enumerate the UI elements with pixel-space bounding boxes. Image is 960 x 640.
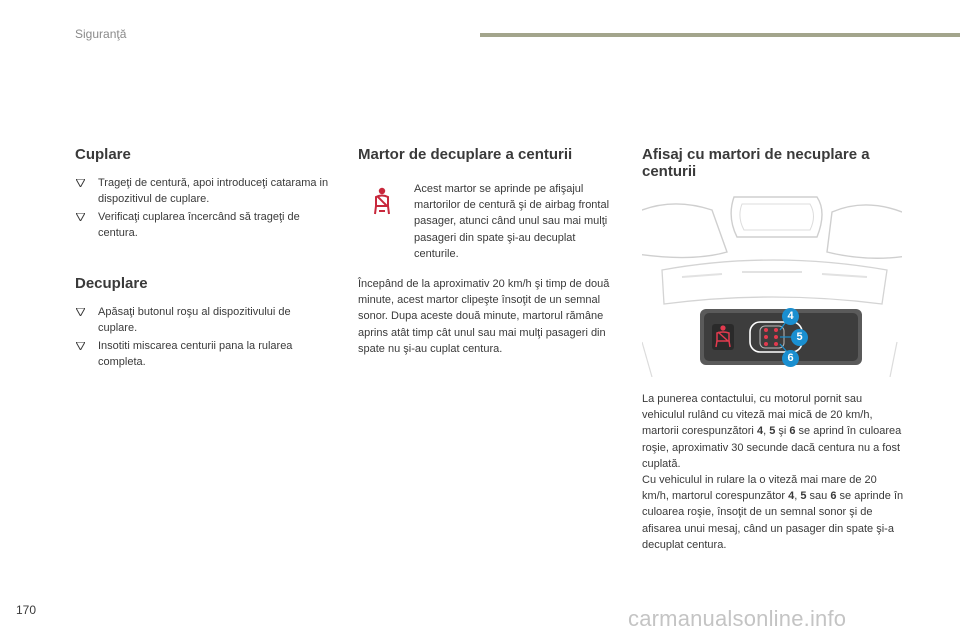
- column-afisaj: [642, 146, 904, 553]
- page-number: 170: [16, 603, 37, 617]
- list-item-text: Verificaţi cuplarea încercând să trageţi de centura.: [98, 211, 300, 239]
- martor-description: [358, 181, 620, 262]
- dashboard-figure: [642, 192, 902, 377]
- seatbelt-warning-icon: [370, 187, 394, 215]
- bullet-arrow-icon: [76, 342, 85, 350]
- section-header-title: Siguranţă: [75, 27, 127, 41]
- ref-number: 5: [800, 490, 807, 503]
- decuplare-list: [75, 304, 330, 370]
- callout-4: 4: [782, 308, 799, 325]
- bullet-arrow-icon: [76, 213, 85, 221]
- text-run: se aprinde în culoarea roşie, însoţit de un semnal sonor şi de afisarea unui mesaj, când un pasager din spate şi-a decuplat centura.: [642, 490, 904, 551]
- cuplare-list: [75, 175, 330, 241]
- text-run: La punerea contactului, cu motorul pornit sau vehiculul rulând cu viteză mai mică de 20 km/h, martorii corespunzători: [642, 393, 873, 438]
- ref-number: 6: [789, 425, 796, 438]
- list-item: [75, 338, 330, 370]
- bullet-arrow-icon: [76, 308, 85, 316]
- list-item-text: Trageţi de centură, apoi introduceţi catarama in dispozitivul de cuplare.: [98, 177, 329, 205]
- dashboard-illustration: [642, 192, 902, 377]
- heading-decuplare: Decuplare: [75, 275, 148, 292]
- list-item: [75, 209, 330, 241]
- ref-number: 4: [756, 425, 764, 438]
- text-run: ,: [763, 425, 770, 438]
- watermark: carmanualsonline.info: [628, 606, 847, 631]
- martor-paragraph: Începând de la aproximativ 20 km/h şi timp de două minute, acest martor clipeşte însoţit de un semnal sonor. Dupa aceste două minute, martorul rămâne aprins atât timp cât unul sau mai mulţi pasageri din spate nu şi-au cuplat centura.: [358, 278, 610, 355]
- ref-number: 5: [769, 425, 776, 438]
- ref-number: 6: [830, 490, 837, 503]
- list-item-text: Apăsaţi butonul roşu al dispozitivului de cuplare.: [98, 306, 291, 334]
- text-run: şi: [775, 425, 790, 438]
- afisaj-paragraph-2: [642, 472, 904, 553]
- heading-martor: Martor de decuplare a centurii: [358, 146, 573, 163]
- column-cuplare-decuplare: [75, 146, 330, 372]
- text-run: Cu vehiculul in rulare la o viteză mai mare de 20 km/h, martorul corespunzător: [642, 474, 877, 503]
- list-item: [75, 304, 330, 336]
- text-run: se aprind în culoarea roşie, aproximativ 30 secunde dacă centura nu a fost cuplată.: [642, 425, 902, 470]
- bullet-arrow-icon: [76, 179, 85, 187]
- heading-cuplare: Cuplare: [75, 146, 131, 163]
- text-run: sau: [806, 490, 831, 503]
- callout-5: 5: [791, 329, 808, 346]
- heading-afisaj: Afisaj cu martori de necuplare a centurii: [642, 146, 870, 180]
- ref-number: 4: [788, 490, 795, 503]
- martor-text: Acest martor se aprinde pe afişajul martorilor de centură şi de airbag frontal pasager, atunci când unul sau mai mulţi pasageri din spate şi-au decuplat centurile.: [414, 183, 610, 260]
- list-item-text: Insotiti miscarea centurii pana la rularea completa.: [98, 340, 293, 368]
- text-run: ,: [794, 490, 801, 503]
- callout-6: 6: [782, 350, 799, 367]
- list-item: [75, 175, 330, 207]
- afisaj-paragraph-1: [642, 391, 904, 472]
- column-martor: [358, 146, 620, 357]
- header-divider-bar: [480, 33, 960, 37]
